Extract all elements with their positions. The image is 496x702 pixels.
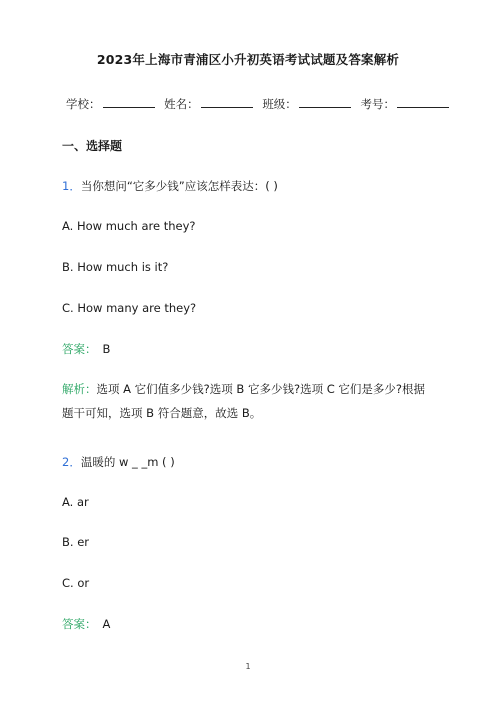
exam-number-label: 考号：: [360, 97, 395, 111]
explanation-text: 选项 A 它们值多少钱?选项 B 它多少钱?选项 C 它们是多少?根据题干可知，选项 B 符合题意，故选 B。: [62, 382, 426, 420]
question-1-option-c: C. How many are they?: [62, 301, 197, 315]
question-2-option-b: B. er: [62, 535, 90, 549]
exam-number-blank[interactable]: [397, 97, 449, 108]
question-2-option-a: A. ar: [62, 495, 89, 509]
page-number: 1: [245, 662, 251, 671]
explanation-label: 解析：: [62, 382, 97, 396]
student-info-line: [66, 96, 455, 112]
answer-label: 答案：: [62, 617, 97, 631]
question-stem: 温暖的 w _ _m ( ): [80, 455, 175, 469]
name-blank[interactable]: [201, 97, 253, 108]
question-2-stem-line: [62, 454, 175, 470]
question-2-answer: [62, 616, 110, 632]
name-label: 姓名：: [164, 97, 199, 111]
question-1-option-a: A. How much are they?: [62, 219, 196, 233]
answer-value: A: [102, 617, 111, 631]
question-2-option-c: C. or: [62, 576, 90, 590]
class-label: 班级：: [262, 97, 297, 111]
section-heading: 一、选择题: [62, 139, 123, 153]
question-1-explanation: [62, 377, 434, 425]
answer-value: B: [102, 342, 111, 356]
document-title: 2023年上海市青浦区小升初英语考试试题及答案解析: [96, 52, 400, 67]
question-1-stem-line: [62, 178, 278, 194]
class-blank[interactable]: [299, 97, 351, 108]
answer-label: 答案：: [62, 342, 97, 356]
question-1-answer: [62, 341, 110, 357]
question-1-option-b: B. How much is it?: [62, 260, 169, 274]
question-stem: 当你想问“它多少钱”应该怎样表达：( ): [80, 179, 278, 193]
question-number: 2．: [62, 455, 81, 469]
school-blank[interactable]: [103, 97, 155, 108]
school-label: 学校：: [66, 97, 101, 111]
question-number: 1．: [62, 179, 81, 193]
